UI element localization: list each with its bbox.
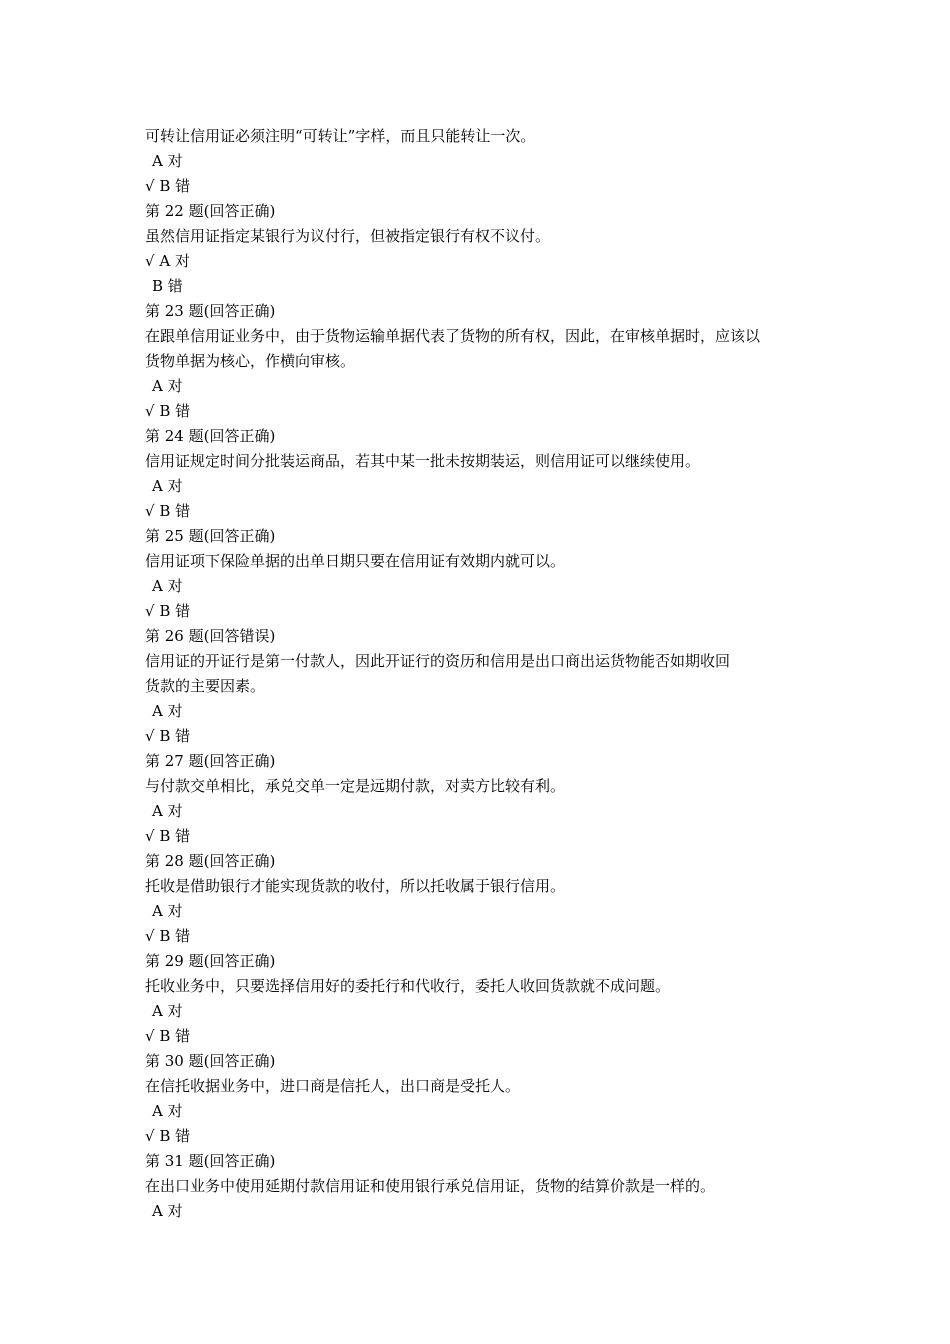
answer-option-label: A 对 bbox=[152, 802, 183, 820]
question-text: 信用证项下保险单据的出单日期只要在信用证有效期内就可以。 bbox=[145, 552, 566, 570]
answer-option-label: A 对 bbox=[152, 152, 183, 170]
answer-option-label: B 错 bbox=[159, 402, 191, 420]
answer-option-label: A 对 bbox=[152, 477, 183, 495]
question-heading: 第 23 题(回答正确) bbox=[145, 302, 276, 320]
check-mark-icon: √ bbox=[145, 252, 155, 270]
check-mark-icon: √ bbox=[145, 602, 155, 620]
question-heading: 第 30 题(回答正确) bbox=[145, 1052, 276, 1070]
question-heading: 第 31 题(回答正确) bbox=[145, 1152, 276, 1170]
answer-option bbox=[145, 724, 815, 749]
answer-option bbox=[145, 899, 815, 924]
answer-option-label: B 错 bbox=[159, 1127, 191, 1145]
check-mark-icon: √ bbox=[145, 1127, 155, 1145]
question-text: 托收是借助银行才能实现货款的收付，所以托收属于银行信用。 bbox=[145, 877, 566, 895]
check-mark-icon: √ bbox=[145, 927, 155, 945]
question-text: 货款的主要因素。 bbox=[145, 677, 266, 695]
question-heading: 第 26 题(回答错误) bbox=[145, 627, 276, 645]
question-heading: 第 25 题(回答正确) bbox=[145, 527, 276, 545]
answer-option-label: A 对 bbox=[159, 252, 190, 270]
check-mark-icon: √ bbox=[145, 402, 155, 420]
answer-option bbox=[145, 374, 815, 399]
answer-option-label: B 错 bbox=[159, 502, 191, 520]
check-mark-icon: √ bbox=[145, 502, 155, 520]
question-text: 在信托收据业务中，进口商是信托人，出口商是受托人。 bbox=[145, 1077, 521, 1095]
answer-option bbox=[145, 799, 815, 824]
question-text: 在出口业务中使用延期付款信用证和使用银行承兑信用证，货物的结算价款是一样的。 bbox=[145, 1177, 716, 1195]
answer-option bbox=[145, 574, 815, 599]
answer-option-label: B 错 bbox=[159, 727, 191, 745]
answer-option bbox=[145, 474, 815, 499]
answer-option-label: B 错 bbox=[159, 927, 191, 945]
answer-option bbox=[145, 1124, 815, 1149]
answer-option bbox=[145, 1199, 815, 1224]
check-mark-icon: √ bbox=[145, 177, 155, 195]
answer-option-label: B 错 bbox=[152, 277, 183, 295]
answer-option-label: B 错 bbox=[159, 1027, 191, 1045]
answer-option-label: A 对 bbox=[152, 1102, 183, 1120]
question-text: 信用证规定时间分批装运商品，若其中某一批未按期装运，则信用证可以继续使用。 bbox=[145, 452, 701, 470]
answer-option-label: A 对 bbox=[152, 1202, 183, 1220]
answer-option bbox=[145, 599, 815, 624]
answer-option bbox=[145, 999, 815, 1024]
check-mark-icon: √ bbox=[145, 1027, 155, 1045]
answer-option bbox=[145, 1099, 815, 1124]
answer-option-label: A 对 bbox=[152, 902, 183, 920]
question-heading: 第 22 题(回答正确) bbox=[145, 202, 276, 220]
answer-option bbox=[145, 499, 815, 524]
answer-option-label: B 错 bbox=[159, 827, 191, 845]
answer-option bbox=[145, 274, 815, 299]
answer-option-label: A 对 bbox=[152, 1002, 183, 1020]
answer-option-label: A 对 bbox=[152, 702, 183, 720]
answer-option bbox=[145, 399, 815, 424]
answer-option bbox=[145, 1024, 815, 1049]
question-text: 虽然信用证指定某银行为议付行，但被指定银行有权不议付。 bbox=[145, 227, 551, 245]
question-text: 信用证的开证行是第一付款人，因此开证行的资历和信用是出口商出运货物能否如期收回 bbox=[145, 652, 731, 670]
question-heading: 第 28 题(回答正确) bbox=[145, 852, 276, 870]
question-text: 货物单据为核心，作横向审核。 bbox=[145, 352, 356, 370]
answer-option-label: A 对 bbox=[152, 377, 183, 395]
question-text: 托收业务中，只要选择信用好的委托行和代收行，委托人收回货款就不成问题。 bbox=[145, 977, 671, 995]
answer-option-label: B 错 bbox=[159, 177, 191, 195]
question-heading: 第 24 题(回答正确) bbox=[145, 427, 276, 445]
question-text: 可转让信用证必须注明“可转让”字样，而且只能转让一次。 bbox=[145, 127, 536, 145]
answer-option-label: B 错 bbox=[159, 602, 191, 620]
answer-option bbox=[145, 174, 815, 199]
answer-option bbox=[145, 924, 815, 949]
question-text: 与付款交单相比，承兑交单一定是远期付款，对卖方比较有利。 bbox=[145, 777, 566, 795]
answer-option-label: A 对 bbox=[152, 577, 183, 595]
check-mark-icon: √ bbox=[145, 827, 155, 845]
answer-option bbox=[145, 149, 815, 174]
question-heading: 第 27 题(回答正确) bbox=[145, 752, 276, 770]
check-mark-icon: √ bbox=[145, 727, 155, 745]
answer-option bbox=[145, 824, 815, 849]
question-heading: 第 29 题(回答正确) bbox=[145, 952, 276, 970]
answer-option bbox=[145, 699, 815, 724]
answer-option bbox=[145, 249, 815, 274]
question-text: 在跟单信用证业务中，由于货物运输单据代表了货物的所有权，因此，在审核单据时，应该以 bbox=[145, 327, 761, 345]
document-body bbox=[145, 124, 815, 1224]
